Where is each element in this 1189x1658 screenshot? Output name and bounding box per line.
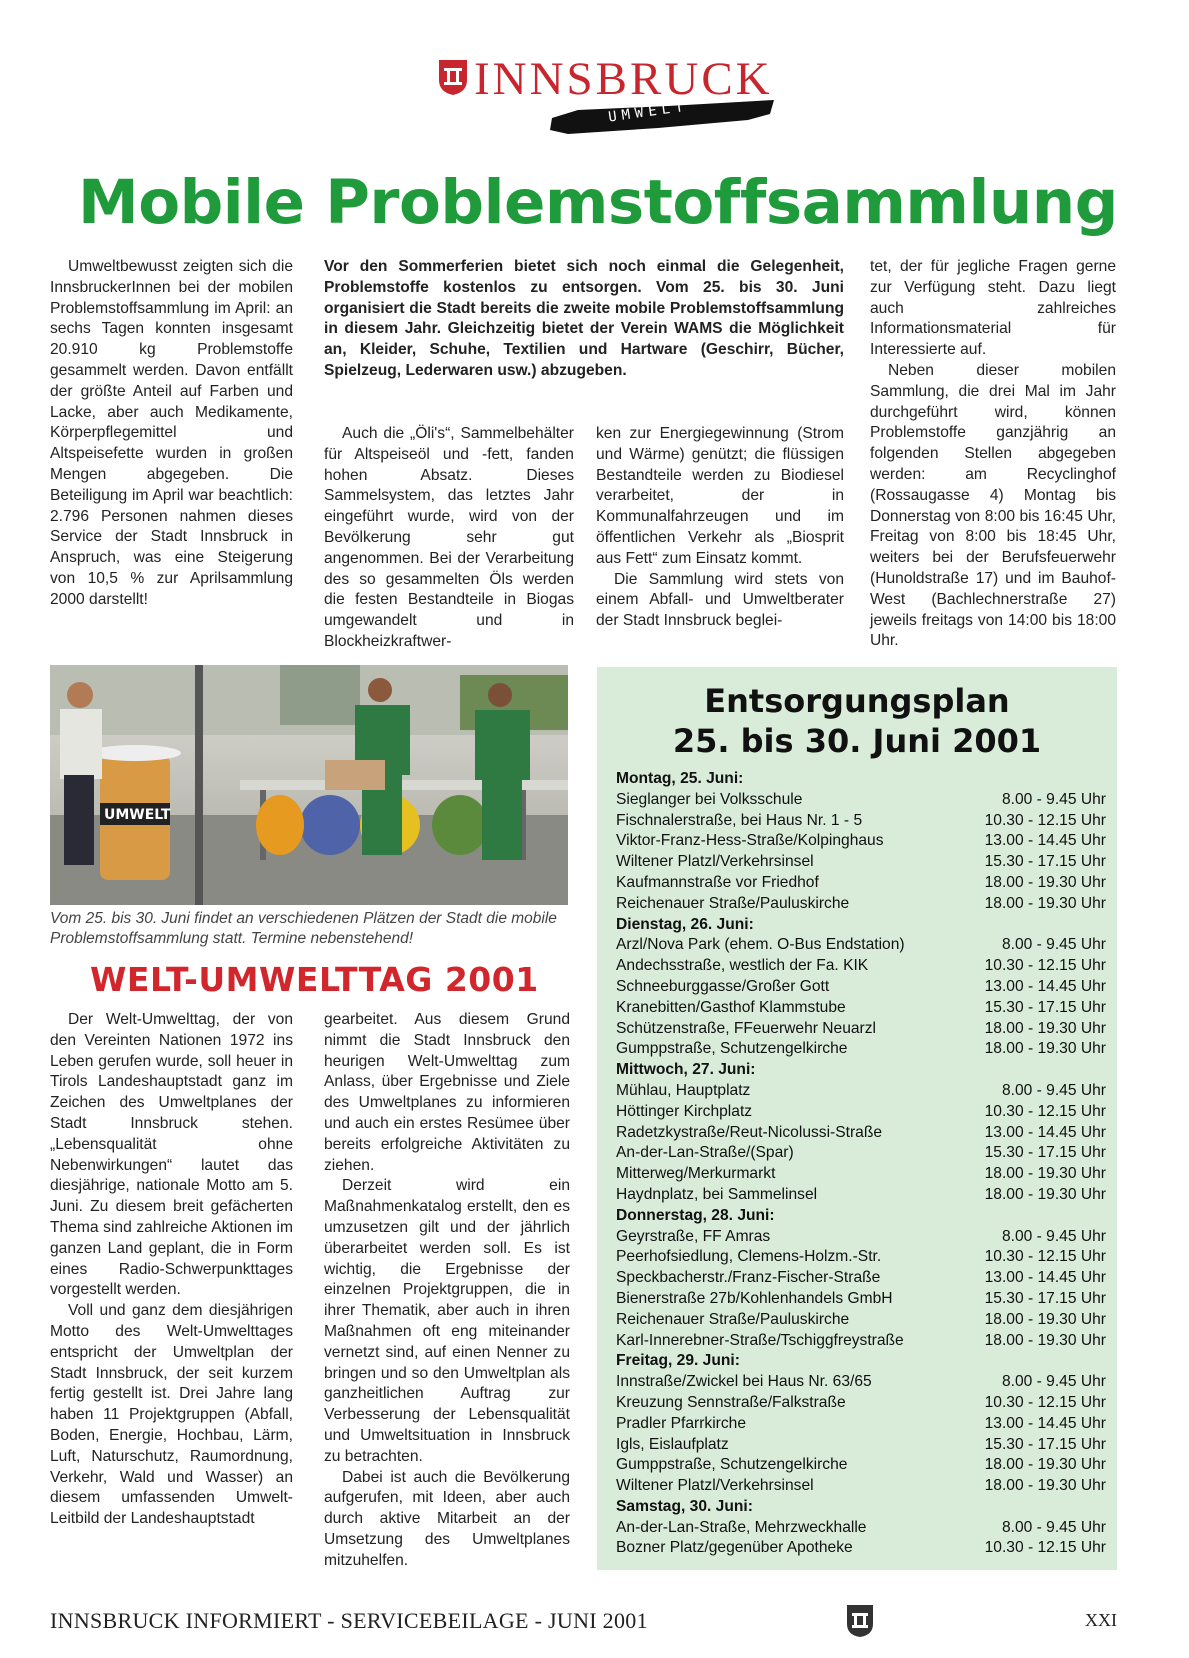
schedule-place: Kaufmannstraße vor Friedhof — [616, 873, 819, 891]
schedule-place: Pradler Pfarrkirche — [616, 1414, 746, 1432]
schedule-time: 10.30 - 12.15 Uhr — [984, 1393, 1106, 1411]
schedule-day-heading: Samstag, 30. Juni: — [616, 1497, 753, 1515]
schedule-time: 10.30 - 12.15 Uhr — [984, 1539, 1106, 1557]
photo-caption: Vom 25. bis 30. Juni findet an verschiedenen Plätzen der Stadt die mobile Problemstoffsammlung statt. Termine nebenstehend! — [50, 910, 557, 947]
innsbruck-umwelt-logo — [438, 52, 773, 142]
schedule-title — [597, 681, 1117, 761]
schedule-place: Kranebitten/Gasthof Klammstube — [616, 998, 846, 1016]
schedule-time: 13.00 - 14.45 Uhr — [984, 832, 1106, 850]
schedule-place: Innstraße/Zwickel bei Haus Nr. 63/65 — [616, 1373, 872, 1391]
schedule-time: 13.00 - 14.45 Uhr — [984, 1269, 1106, 1287]
article-paragraph: Voll und ganz dem diesjährigen Motto des Welt-Umwelttages entspricht der Umweltplan der Stadt Innsbruck, der seit kurzem fertig gestellt ist. Drei Jahre lang haben 11 Projektgruppen (Abfall, Boden, Energie, Hochbau, Lärm, Luft, Naturschutz, Raumordnung, Verkehr, Wald und Wasser) an diesem umfassenden Umwelt-Leitbild der Landeshauptstadt — [50, 1302, 293, 1528]
schedule-title-line1: Entsorgungsplan — [704, 682, 1010, 720]
page-headline: Mobile Problemstoffsammlung — [78, 167, 1118, 238]
schedule-row — [616, 998, 1106, 1019]
schedule-row — [616, 1039, 1106, 1060]
schedule-row — [616, 1268, 1106, 1289]
schedule-time: 8.00 - 9.45 Uhr — [1001, 1227, 1106, 1245]
schedule-time: 18.00 - 19.30 Uhr — [984, 1185, 1106, 1203]
schedule-row — [616, 894, 1106, 915]
schedule-time: 13.00 - 14.45 Uhr — [984, 1414, 1106, 1432]
schedule-row — [616, 1393, 1106, 1414]
schedule-place: Peerhofsiedlung, Clemens-Holzm.-Str. — [616, 1248, 882, 1266]
schedule-place: Mitterweg/Merkurmarkt — [616, 1165, 776, 1183]
article-paragraph: gearbeitet. Aus diesem Grund nimmt die Stadt Innsbruck den heurigen Welt-Umwelttag zum Anlass, über Ergebnisse und Ziele des Umweltplanes zu informieren und auch ein erstes Resümee über bereits erfolgreiche Aktivitäten zu ziehen. — [324, 1011, 570, 1174]
schedule-place: Schneeburggasse/Großer Gott — [616, 977, 830, 995]
schedule-time: 10.30 - 12.15 Uhr — [984, 957, 1106, 975]
schedule-time: 18.00 - 19.30 Uhr — [984, 1310, 1106, 1328]
page-number: XXI — [1085, 1610, 1117, 1630]
schedule-time: 18.00 - 19.30 Uhr — [984, 873, 1106, 891]
schedule-row — [616, 1538, 1106, 1559]
schedule-row — [616, 1164, 1106, 1185]
schedule-place: Radetzkystraße/Reut-Nicolussi-Straße — [616, 1123, 883, 1141]
schedule-time: 8.00 - 9.45 Uhr — [1001, 1518, 1106, 1536]
schedule-time: 18.00 - 19.30 Uhr — [984, 894, 1106, 912]
schedule-row — [616, 1331, 1106, 1352]
schedule-place: Karl-Innerebner-Straße/Tschiggfreystraße — [616, 1331, 904, 1349]
schedule-row — [616, 1081, 1106, 1102]
schedule-row — [616, 935, 1106, 956]
schedule-place: Fischnalerstraße, bei Haus Nr. 1 - 5 — [616, 811, 863, 829]
schedule-time: 10.30 - 12.15 Uhr — [984, 1102, 1106, 1120]
schedule-time: 18.00 - 19.30 Uhr — [984, 1019, 1106, 1037]
schedule-day-heading: Dienstag, 26. Juni: — [616, 915, 754, 933]
schedule-place: Bozner Platz/gegenüber Apotheke — [616, 1539, 853, 1557]
welt-column-1 — [50, 1010, 293, 1530]
intro-column — [50, 257, 293, 611]
schedule-place: Höttinger Kirchplatz — [616, 1102, 753, 1120]
schedule-time: 13.00 - 14.45 Uhr — [984, 1123, 1106, 1141]
schedule-time: 10.30 - 12.15 Uhr — [984, 1248, 1106, 1266]
schedule-day-heading: Montag, 25. Juni: — [616, 770, 744, 787]
schedule-row — [616, 1227, 1106, 1248]
lead-paragraph: Vor den Sommerferien bietet sich noch einmal die Gelegenheit, Problemstoffe kostenlos zu entsorgen. Vom 25. bis 30. Juni organisiert die Stadt bereits die zweite mobile Problemstoffsammlung in diesem Jahr. Gleichzeitig bietet der Verein WAMS die Möglichkeit an, Kleider, Schuhe, Textilien und Hartware (Geschirr, Bücher, Spielzeug, Lederwaren usw.) abzugeben. — [324, 258, 844, 379]
schedule-place: Mühlau, Hauptplatz — [616, 1081, 751, 1099]
article-column-3 — [596, 424, 844, 632]
article-column-4 — [870, 257, 1116, 652]
schedule-time: 15.30 - 17.15 Uhr — [984, 1435, 1106, 1453]
schedule-row — [616, 1476, 1106, 1497]
schedule-time: 15.30 - 17.15 Uhr — [984, 853, 1106, 871]
schedule-row — [616, 1289, 1106, 1310]
schedule-day-heading: Donnerstag, 28. Juni: — [616, 1206, 775, 1224]
photo-banner-text: UMWELT — [104, 807, 171, 823]
schedule-place: Arzl/Nova Park (ehem. O-Bus Endstation) — [616, 936, 905, 954]
schedule-place: Gumppstraße, Schutzengelkirche — [616, 1040, 848, 1058]
schedule-row — [616, 1435, 1106, 1456]
schedule-row — [616, 1372, 1106, 1393]
article-paragraph: Derzeit wird ein Maßnahmenkatalog erstellt, den es umzusetzen gilt und der jährlich überarbeitet werden soll. Es ist wichtig, die Ergebnisse der einzelnen Projektgruppen, die in ihrer Thematik, aber auch in ihren Maßnahmen oft eng miteinander vernetzt sind, auf einen Nenner zu bringen und so den Umweltplan als ganzheitlichen Auftrag zur Verbesserung der Lebensqualität und Umweltsituation in Innsbruck zu betrachten. — [324, 1177, 570, 1465]
schedule-place: Sieglanger bei Volksschule — [616, 790, 803, 808]
footer-text: INNSBRUCK INFORMIERT - SERVICEBEILAGE - JUNI 2001 — [50, 1608, 648, 1633]
schedule-time: 15.30 - 17.15 Uhr — [984, 1144, 1106, 1162]
schedule-row — [616, 1185, 1106, 1206]
schedule-row — [616, 1102, 1106, 1123]
schedule-time: 8.00 - 9.45 Uhr — [1001, 790, 1106, 808]
schedule-place: Viktor-Franz-Hess-Straße/Kolpinghaus — [616, 832, 884, 850]
schedule-row — [616, 1123, 1106, 1144]
schedule-place: An-der-Lan-Straße, Mehrzweckhalle — [616, 1518, 867, 1536]
schedule-row — [616, 1518, 1106, 1539]
schedule-row — [616, 1455, 1106, 1476]
schedule-list — [616, 769, 1106, 1559]
schedule-row — [616, 873, 1106, 894]
schedule-place: Gumppstraße, Schutzengelkirche — [616, 1456, 848, 1474]
schedule-title-line2: 25. bis 30. Juni 2001 — [672, 722, 1042, 760]
article-paragraph: ken zur Energiegewinnung (Strom und Wärme) genützt; die flüssigen Bestandteile werden zu Biodiesel verarbeitet, der in Kommunalfahrzeugen und im öffentlichen Verkehr als „Biosprit aus Fett“ zum Einsatz kommt. — [596, 425, 844, 567]
welt-column-2 — [324, 1010, 570, 1572]
city-crest-icon — [438, 58, 468, 96]
schedule-place: Reichenauer Straße/Pauluskirche — [616, 1310, 850, 1328]
schedule-place: Wiltener Platzl/Verkehrsinsel — [616, 853, 814, 871]
footer-crest-icon — [846, 1604, 874, 1638]
schedule-day-heading: Freitag, 29. Juni: — [616, 1352, 740, 1370]
schedule-time: 8.00 - 9.45 Uhr — [1001, 936, 1106, 954]
schedule-time: 18.00 - 19.30 Uhr — [984, 1477, 1106, 1495]
schedule-row — [616, 956, 1106, 977]
schedule-row — [616, 1310, 1106, 1331]
schedule-place: Bienerstraße 27b/Kohlenhandels GmbH — [616, 1289, 893, 1307]
schedule-place: Speckbacherstr./Franz-Fischer-Straße — [616, 1269, 881, 1287]
schedule-place: An-der-Lan-Straße/(Spar) — [616, 1144, 794, 1162]
schedule-row — [616, 977, 1106, 998]
schedule-row — [616, 1414, 1106, 1435]
article-paragraph: Auch die „Öli's“, Sammelbehälter für Altspeiseöl und -fett, fanden hohen Absatz. Dieses Sammelsystem, das letztes Jahr eingeführt wurde, wird von der Bevölkerung sehr gut angenommen. Bei der Verarbeitung des so gesammelten Öls werden die festen Bestandteile in Biogas umgewandelt und in Blockheizkraftwer- — [324, 425, 574, 650]
article-paragraph: Der Welt-Umwelttag, der von den Vereinten Nationen 1972 ins Leben gerufen wurde, soll heuer in Tirols Landeshauptstadt ganz im Zeichen des Umweltplanes der Stadt Innsbruck stehen. „Lebensqualität ohne Nebenwirkungen“ lautet das diesjährige, nationale Motto am 5. Juni. Zu diesem breit gefächerten Thema sind zahlreiche Aktionen im ganzen Land geplant, die in Form eines Radio-Schwerpunkttages vorgestellt werden. — [50, 1011, 293, 1299]
schedule-time: 18.00 - 19.30 Uhr — [984, 1040, 1106, 1058]
schedule-time: 8.00 - 9.45 Uhr — [1001, 1081, 1106, 1099]
schedule-time: 8.00 - 9.45 Uhr — [1001, 1373, 1106, 1391]
logo-subtitle: UMWELT — [607, 98, 690, 126]
schedule-row — [616, 1143, 1106, 1164]
collection-photo — [50, 665, 568, 905]
schedule-place: Haydnplatz, bei Sammelinsel — [616, 1185, 818, 1203]
schedule-place: Andechsstraße, westlich der Fa. KIK — [616, 957, 869, 975]
article-paragraph: tet, der für jegliche Fragen gerne zur Verfügung steht. Dazu liegt auch zahlreiches Informationsmaterial für Interessierte auf. — [870, 258, 1116, 359]
logo-wordmark: INNSBRUCK — [474, 53, 773, 105]
schedule-time: 15.30 - 17.15 Uhr — [984, 1289, 1106, 1307]
schedule-place: Schützenstraße, FFeuerwehr Neuarzl — [616, 1019, 876, 1037]
section-title: WELT-UMWELTTAG 2001 — [90, 960, 539, 999]
schedule-row — [616, 831, 1106, 852]
article-column-2 — [324, 424, 574, 653]
schedule-time: 15.30 - 17.15 Uhr — [984, 998, 1106, 1016]
schedule-time: 18.00 - 19.30 Uhr — [984, 1331, 1106, 1349]
schedule-row — [616, 790, 1106, 811]
schedule-place: Geyrstraße, FF Amras — [616, 1227, 771, 1245]
schedule-place: Reichenauer Straße/Pauluskirche — [616, 894, 850, 912]
schedule-row — [616, 852, 1106, 873]
schedule-place: Kreuzung Sennstraße/Falkstraße — [616, 1393, 846, 1411]
intro-paragraph: Umweltbewusst zeigten sich die InnsbruckerInnen bei der mobilen Problemstoffsammlung im April: an sechs Tagen konnten insgesamt 20.910 kg Problemstoffe gesammelt werden. Davon entfällt der größte Anteil auf Farben und Lacke, aber auch Medikamente, Körperpflegemittel und Altspeisefette wurden in großen Mengen abgegeben. Die Beteiligung im April war beachtlich: 2.796 Personen nahmen dieses Service der Stadt Innsbruck in Anspruch, was eine Steigerung von 10,5 % zur Aprilsammlung 2000 darstellt! — [50, 258, 293, 608]
article-paragraph: Die Sammlung wird stets von einem Abfall- und Umweltberater der Stadt Innsbruck beglei- — [596, 570, 844, 630]
schedule-box — [597, 667, 1117, 1570]
schedule-place: Igls, Eislaufplatz — [616, 1435, 729, 1453]
article-paragraph: Dabei ist auch die Bevölkerung aufgerufen, mit Ideen, aber auch durch aktive Mitarbeit an der Umsetzung des Umweltplanes mitzuhelfen. — [324, 1468, 570, 1569]
schedule-time: 10.30 - 12.15 Uhr — [984, 811, 1106, 829]
article-paragraph: Neben dieser mobilen Sammlung, die drei Mal im Jahr durchgeführt wird, können Problemstoffe ganzjährig an folgenden Stellen abgegeben werden: am Recyclinghof (Rossaugasse 4) Montag bis Donnerstag von 8:00 bis 16:45 Uhr, Freitag von 8:00 bis 18:45 Uhr, weiters bei der Berufsfeuerwehr (Hunoldstraße 17) und im Bauhof-West (Bachlechnerstraße 27) jeweils freitags von 14:00 bis 18:00 Uhr. — [870, 361, 1116, 650]
schedule-row — [616, 1019, 1106, 1040]
schedule-time: 18.00 - 19.30 Uhr — [984, 1165, 1106, 1183]
schedule-place: Wiltener Platzl/Verkehrsinsel — [616, 1477, 814, 1495]
schedule-time: 13.00 - 14.45 Uhr — [984, 977, 1106, 995]
schedule-row — [616, 1247, 1106, 1268]
schedule-time: 18.00 - 19.30 Uhr — [984, 1456, 1106, 1474]
schedule-day-heading: Mittwoch, 27. Juni: — [616, 1061, 756, 1079]
schedule-row — [616, 811, 1106, 832]
